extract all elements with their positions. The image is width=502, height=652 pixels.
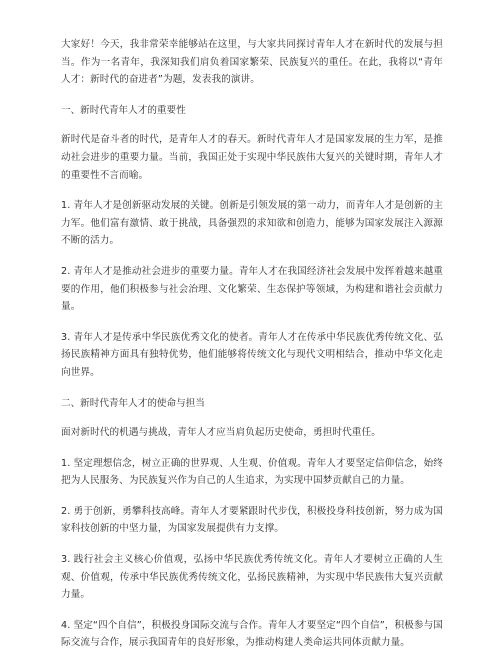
section1-lead-paragraph: 新时代是奋斗者的时代，是青年人才的春天。新时代青年人才是国家发展的生力军，是推动社会进步的重要力量。当前，我国正处于实现中华民族伟大复兴的关键时期，青年人才的重要性不言而喻。	[61, 134, 443, 181]
document-body	[61, 36, 443, 652]
section2-item-1: 1. 坚定理想信念，树立正确的世界观、人生观、价值观。青年人才要坚定信仰信念，始终把为人民服务、为民族复兴作为自己的人生追求，为实现中国梦贡献自己的力量。	[61, 457, 443, 487]
section-heading-1: 一、新时代青年人才的重要性	[61, 104, 186, 116]
section-heading-2: 二、新时代青年人才的使命与担当	[61, 397, 205, 409]
section2-item-3: 3. 践行社会主义核心价值观，弘扬中华民族优秀传统文化。青年人才要树立正确的人生观、价值观，传承中华民族优秀传统文化，弘扬民族精神，为实现中华民族伟大复兴贡献力量。	[61, 554, 443, 601]
section2-item-4: 4. 坚定“四个自信”，积极投身国际交流与合作。青年人才要坚定“四个自信”，积极参与国际交流与合作，展示我国青年的良好形象，为推动构建人类命运共同体贡献力量。	[61, 619, 443, 649]
intro-paragraph: 大家好！今天，我非常荣幸能够站在这里，与大家共同探讨青年人才在新时代的发展与担当。作为一名青年，我深知我们肩负着国家繁荣、民族复兴的重任。在此，我将以“青年人才：新时代的奋进者”为题，发表我的演讲。	[61, 39, 443, 86]
section2-lead-paragraph: 面对新时代的机遇与挑战，青年人才应当肩负起历史使命，勇担时代重任。	[61, 427, 381, 439]
section1-item-2: 2. 青年人才是推动社会进步的重要力量。青年人才在我国经济社会发展中发挥着越来越重要的作用，他们积极参与社会治理、文化繁荣、生态保护等领域，为构建和谐社会贡献力量。	[61, 265, 443, 313]
section1-item-1: 1. 青年人才是创新驱动发展的关键。创新是引领发展的第一动力，而青年人才是创新的主力军。他们富有激情、敢于挑战，具备强烈的求知欲和创造力，能够为国家发展注入源源不断的活力。	[61, 200, 443, 247]
section2-item-2: 2. 勇于创新，勇攀科技高峰。青年人才要紧跟时代步伐，积极投身科技创新，努力成为国家科技创新的中坚力量，为国家发展提供有力支撑。	[61, 505, 443, 535]
section1-item-3: 3. 青年人才是传承中华民族优秀文化的使者。青年人才在传承中华民族优秀传统文化、弘扬民族精神方面具有独特优势，他们能够将传统文化与现代文明相结合，推动中华文化走向世界。	[61, 331, 443, 378]
